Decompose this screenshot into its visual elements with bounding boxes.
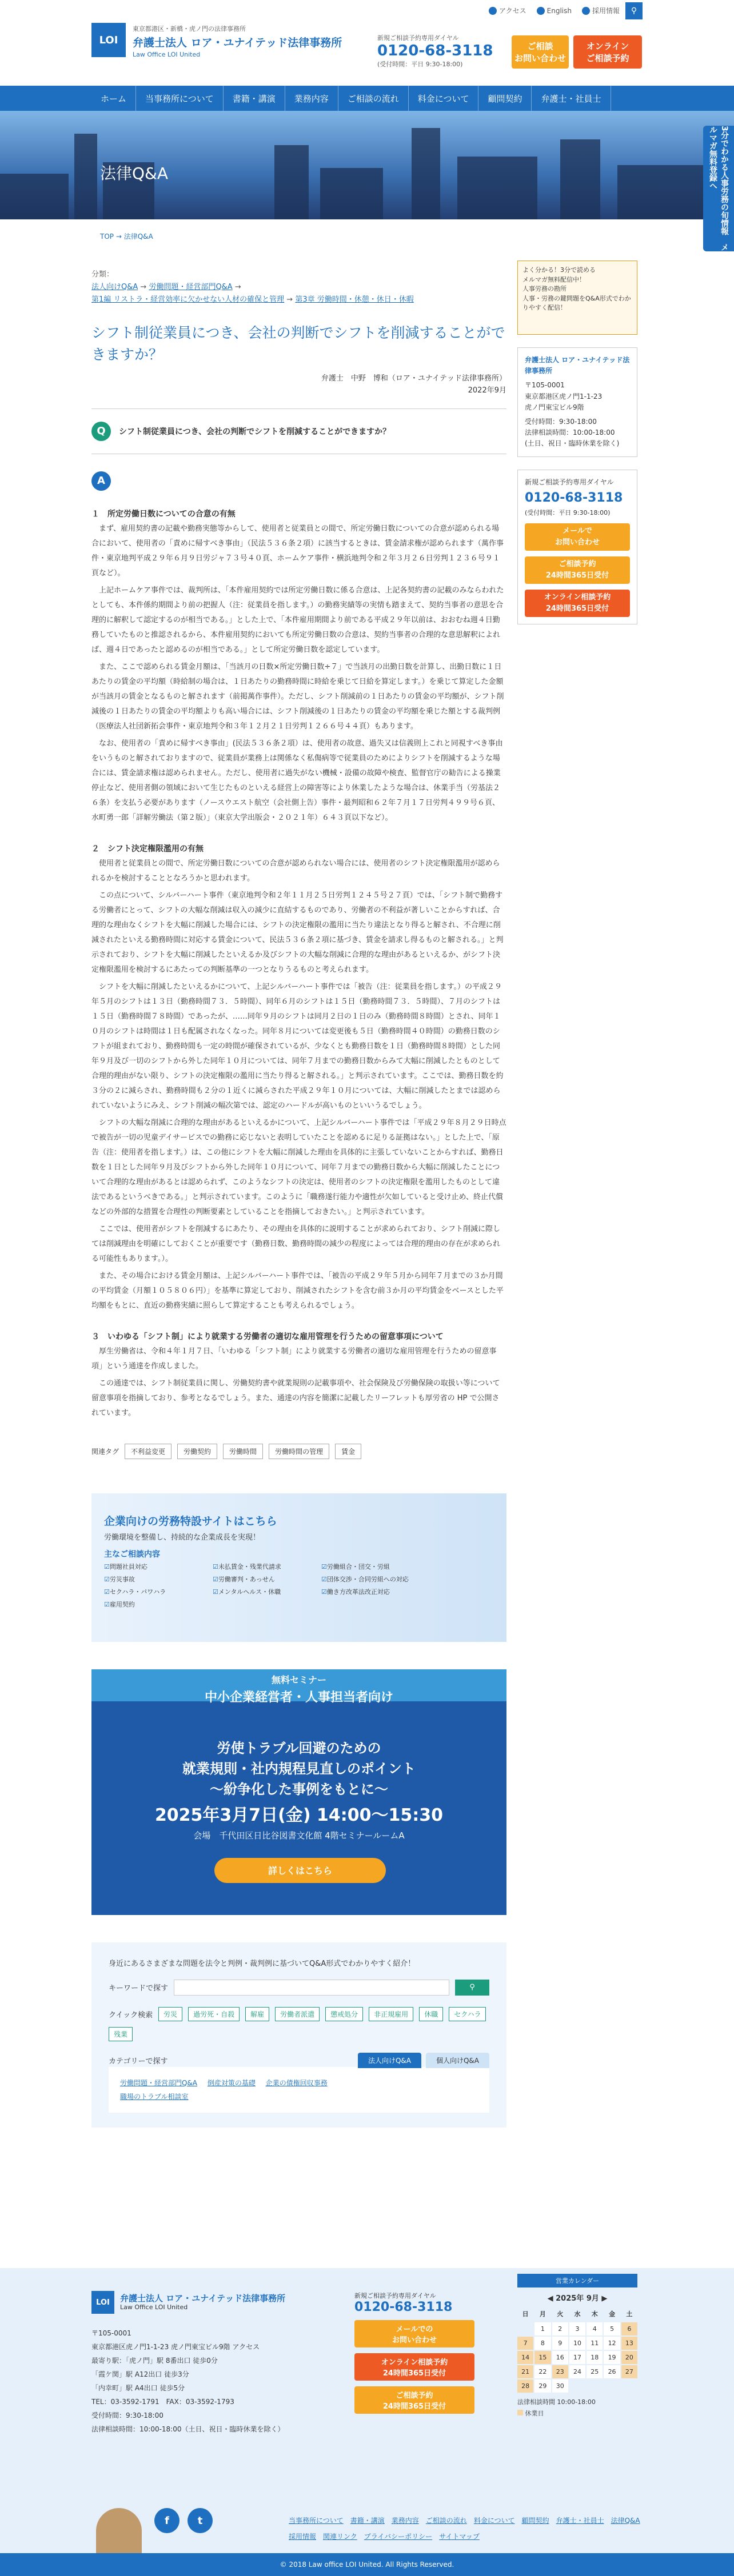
- footer-link[interactable]: 顧問契約: [521, 2517, 549, 2525]
- hero-building: [0, 174, 69, 219]
- breadcrumb-current[interactable]: 法律Q&A: [123, 233, 153, 241]
- calendar-day: 7: [517, 2337, 533, 2350]
- nav-item-fees[interactable]: 料金について: [409, 86, 479, 111]
- labor-site-banner[interactable]: [91, 1493, 506, 1642]
- banner-item: ☑ 労災事故: [104, 1575, 207, 1584]
- calendar-day: 8: [534, 2337, 550, 2350]
- q-icon: Q: [91, 422, 111, 441]
- sidebar: [517, 261, 637, 624]
- category-row: [109, 2053, 489, 2068]
- category-item[interactable]: 職場のトラブル相談室: [120, 2092, 189, 2101]
- banner-item: ☑ 労働組合・団交・労組: [321, 1562, 424, 1571]
- quick-chip[interactable]: セクハラ: [449, 2007, 486, 2021]
- paragraph: シフトの大幅な削減に合理的な理由があるといえるかについて、上記シルバーハート事件では「平成２９年８月２９日時点で被告が一切の児童デイサービスでの勤務に応じないと表明していたことを認めるに足りる証拠はない。」とした上で、「原告（注：使用者を指します。）は、この他にシフトを大幅に削減した理由を具体的に主張していないことからすれば、勤務日数を１日とした同年９月及びシフトから外した同年１０月について、同年７月までの勤務日数から大幅に削減したことについて合理的な理由があるとは認められず、このようなシフトの決定は、使用者のシフトの決定権限を濫用したものとして違法であるというべきである。」と判示されています。このように「職務遂行能力や適性が欠如していると受け止め、終止代償などの外部的な措置を合理性の判断要素としていることを指摘しておきたい。」と判示されています。: [91, 1118, 506, 1216]
- calendar-blank: [517, 2322, 533, 2335]
- calendar-day: 10: [569, 2337, 585, 2350]
- calendar-day: 27: [621, 2365, 637, 2378]
- hero-building: [457, 157, 537, 219]
- category-link[interactable]: 第3章 労働時間・休憩・休日・休暇: [295, 295, 414, 305]
- calendar-day: 29: [534, 2379, 550, 2393]
- calendar-day: 26: [604, 2365, 620, 2378]
- question-text: シフト制従業員につき、会社の判断でシフトを削減することができますか？: [119, 427, 391, 436]
- quick-chip[interactable]: 残業: [109, 2027, 133, 2041]
- calendar-day: 20: [621, 2351, 637, 2364]
- calendar-day: 19: [604, 2351, 620, 2364]
- tab-corporate[interactable]: 法人向けQ&A: [358, 2053, 421, 2068]
- section-heading: ２ シフト決定権限濫用の有無: [91, 844, 204, 854]
- utility-links: [489, 6, 620, 15]
- recruit-link[interactable]: 採用情報: [582, 6, 620, 15]
- mailmag-banner[interactable]: よく分かる！3分で読める メルマガ無料配信中！ 人事労務の勘所 人事・労務の鍵問題をQ&A形式でわかりやすく配信！: [517, 261, 637, 335]
- pin-icon: [489, 7, 497, 15]
- category-item[interactable]: 企業の債権回収事務: [265, 2078, 328, 2087]
- weekday: 金: [609, 2310, 616, 2318]
- calendar-day: 24: [569, 2365, 585, 2378]
- weekday: 火: [557, 2310, 564, 2318]
- logo-text[interactable]: [133, 24, 342, 58]
- banner-main-label: 主なご相談内容: [104, 1549, 160, 1559]
- footer-name: 弁護士法人 ロア・ユナイテッド法律事務所: [120, 2293, 286, 2303]
- nav-item-books[interactable]: 書籍・講演: [224, 86, 285, 111]
- calendar-month: ◀ 2025年 9月 ▶: [547, 2294, 608, 2303]
- calendar-day: 22: [534, 2365, 550, 2378]
- seminar-date: 2025年3月7日(金) 14:00～15:30: [154, 1805, 444, 1825]
- footer-address: 〒105-0001 東京都港区虎ノ門1-1-23 虎ノ門東宝ビル9階 アクセス 最寄り駅：「虎ノ門」駅 8番出口 徒歩0分 「霞ケ関」駅 A12出口 徒歩3分 「内幸町」駅 A4出口 徒歩5分 TEL：03-3592-1791 FAX：03-3592-1793 受付時間：9:30-18:00 法律相談時間：10:00-18:00（土日、祝日・臨時休業を除く）: [91, 2329, 285, 2433]
- footer-link[interactable]: プライバシーポリシー: [364, 2533, 433, 2541]
- quick-chip[interactable]: 非正規雇用: [369, 2007, 413, 2021]
- paragraph: 上記ホームケア事件では、裁判所は、「本件雇用契約では所定労働日数に係る合意は、上記各契約書の記載のみならわれたとしても、本件係約期間より前の把握人（注：従業員を指します。）の勤務実績等の実情も踏まえて、契約当事者の意思を合理的に解釈して認定するのが相当である。」とした上で、「本件雇用期間より前である平成２９年以前は、おおむね週４日勤務していたものと推認されるから、本件雇用契約においても所定労働日数の合意は、契約当事者の合理的な意思解釈によれば、週４日であったと認めるのが相当である。」として所定労働日数を認定しています。: [91, 586, 504, 654]
- hero-building: [560, 139, 600, 219]
- banner-subtitle: 労働環境を整備し、持続的な企業成長を実現！: [104, 1533, 261, 1542]
- tag-link[interactable]: 労働時間: [223, 1444, 263, 1459]
- footer-link[interactable]: 弁護士・社員士: [556, 2517, 604, 2525]
- nav-item-flow[interactable]: ご相談の流れ: [338, 86, 409, 111]
- banner-item: ☑ 労働審判・あっせん: [213, 1575, 316, 1584]
- footer-link[interactable]: 料金について: [473, 2517, 515, 2525]
- sidebar-phone-hours: (受付時間：平日 9:30-18:00): [525, 508, 611, 516]
- paragraph: この通達では、シフト制従業員に関し、労働契約書や就業規則の記載事項や、社会保険及び労働保険の取扱い等について留意事項を指摘しており、参考となるでしょう。また、通達の内容を簡潔に記載したリーフレットも厚労省の HP で公開されています。: [91, 1379, 500, 1417]
- nav-item-lawyers[interactable]: 弁護士・社員士: [532, 86, 611, 111]
- online-reserve-button[interactable]: オンライン ご相談予約: [573, 35, 642, 69]
- footer: [0, 2268, 734, 2576]
- keyword-row: [109, 1980, 489, 1996]
- banner-item: ☑ 働き方改革法改正対応: [321, 1587, 424, 1596]
- seminar-tag: 無料セミナー: [91, 1669, 506, 1701]
- hero-building: [320, 168, 383, 219]
- section-heading: ３ いわゆる「シフト制」により就業する労働者の適切な雇用管理を行うための留意事項について: [91, 1332, 444, 1341]
- logo-sub: 東京都港区・新橋・虎ノ門の法律事務所: [133, 25, 246, 33]
- sidebar-phone[interactable]: 0120-68-3118: [525, 490, 623, 505]
- footer-link[interactable]: ご相談の流れ: [425, 2517, 467, 2525]
- banner-item: ☑ セクハラ・パワハラ: [104, 1587, 207, 1596]
- calendar-day: 25: [587, 2365, 603, 2378]
- footer-link[interactable]: 書籍・講演: [350, 2517, 385, 2525]
- calendar-day: 3: [569, 2322, 585, 2335]
- footer-phone-label: 新規ご相談予約専用ダイヤル: [354, 2292, 436, 2299]
- facebook-icon[interactable]: f: [154, 2508, 179, 2533]
- banner-title: 企業向けの労務特設サイトはこちら: [104, 1515, 277, 1528]
- footer-logo-icon[interactable]: LOI: [91, 2291, 114, 2314]
- social-links: [154, 2508, 213, 2533]
- office-address: 〒105-0001 東京都港区虎ノ門1-1-23 虎ノ門東宝ビル9階: [525, 381, 603, 411]
- category-item[interactable]: 倒産対策の基礎: [207, 2078, 256, 2087]
- weekday: 土: [626, 2310, 633, 2318]
- banner-item: ☑ メンタルヘルス・休職: [213, 1587, 316, 1596]
- tag-link[interactable]: 労働契約: [177, 1444, 217, 1459]
- related-tags: [91, 1444, 506, 1459]
- hero-banner: [0, 111, 734, 219]
- legend-swatch: [517, 2410, 523, 2415]
- office-info: [517, 347, 637, 457]
- weekday: 日: [522, 2310, 529, 2318]
- tab-individual[interactable]: 個人向けQ&A: [426, 2053, 489, 2068]
- phone-hours: (受付時間：平日 9:30-18:00): [377, 61, 463, 68]
- quick-chip[interactable]: 労働者派遣: [275, 2007, 320, 2021]
- calendar-day: 4: [587, 2322, 603, 2335]
- category-link[interactable]: 法人向けQ&A: [91, 283, 138, 292]
- english-link[interactable]: English: [537, 6, 572, 15]
- calendar-day: 13: [621, 2337, 637, 2350]
- answer-body: [91, 508, 506, 1421]
- search-icon: ⚲: [631, 6, 637, 15]
- banner-item: ☑ 団体交渉・合同労組への対応: [321, 1575, 424, 1584]
- nav-item-retainer[interactable]: 顧問契約: [478, 86, 532, 111]
- calendar-day: 1: [534, 2322, 550, 2335]
- phone-label: 新規ご相談予約専用ダイヤル: [377, 34, 459, 42]
- office-hours: 受付時間：9:30-18:00 法律相談時間：10:00-18:00 (土日、祝日・臨時休業を除く): [525, 417, 620, 448]
- header-phone[interactable]: [377, 33, 493, 69]
- question-block: [91, 408, 506, 454]
- next-month-icon[interactable]: ▶: [601, 2294, 608, 2303]
- article-date: 2022年9月: [468, 386, 506, 395]
- paragraph: なお、使用者の「責めに帰すべき事由」(民法５３６条２項）は、使用者の故意、過失又は信義則上これと同視すべき事由をいうものと解されておりますので、従業員が業務上は関係なく私傷病等で従業員のためによりシフトを削減するような場合には、賃金請求権は認められません。ただし、使用者に過失がない機械・設備の故障や検査、監督官庁の勧告による操業停止など、使用者側の領域において生じたものといえる経営上の障害等により休業したような場合は、休業手当（労基法２６条）を支払う必要があります（ノースウエスト航空（会社側上告）事件・最判昭和６２年７月１７日労判４９９号６頁、水町勇一郎「詳解労働法（第２版）」（東京大学出版会・２０２１年）６４３頁以下など）。: [91, 739, 503, 822]
- calendar-day: 30: [552, 2379, 568, 2393]
- calendar-day: 17: [569, 2351, 585, 2364]
- online-reserve-side-button[interactable]: オンライン相談予約 24時間365日受付: [525, 590, 630, 617]
- footer-link[interactable]: 業務内容: [391, 2517, 419, 2525]
- globe-icon: [537, 7, 545, 15]
- footer-reserve-button[interactable]: ご相談予約 24時間365日受付: [354, 2386, 474, 2414]
- seminar-banner[interactable]: [91, 1669, 506, 1915]
- banner-items: [104, 1562, 424, 1609]
- page-title: シフト制従業員につき、会社の判断でシフトを削減することができますか？: [91, 324, 505, 363]
- banner-item: ☑ 問題社員対応: [104, 1562, 207, 1571]
- nav-item-about[interactable]: 当事務所について: [136, 86, 224, 111]
- footer-mail-button[interactable]: メールでの お問い合わせ: [354, 2320, 474, 2347]
- calendar-day: 21: [517, 2365, 533, 2378]
- calendar-legend: 休業日: [517, 2409, 637, 2418]
- calendar-day: 2: [552, 2322, 568, 2335]
- a-icon: A: [91, 471, 111, 491]
- footer-en: Law Office LOI United: [120, 2303, 188, 2311]
- office-name: 弁護士法人 ロア・ユナイテッド法律事務所: [525, 356, 630, 375]
- calendar-day: 16: [552, 2351, 568, 2364]
- reserve-button[interactable]: ご相談予約 24時間365日受付: [525, 556, 630, 584]
- calendar-grid: [517, 2306, 637, 2393]
- mail-contact-button[interactable]: メールで お問い合わせ: [525, 523, 630, 551]
- footer-contact: [354, 2291, 474, 2414]
- global-nav: [0, 86, 734, 111]
- tag-link[interactable]: 労働時間の管理: [269, 1444, 329, 1459]
- category-label: 分類：: [91, 270, 114, 279]
- calendar-day: 15: [534, 2351, 550, 2364]
- keyword-search-button[interactable]: [455, 1980, 489, 1996]
- qa-search-panel: [91, 1942, 506, 2128]
- section-heading: １ 所定労働日数についての合意の有無: [91, 509, 236, 519]
- quick-row: [109, 2007, 489, 2041]
- calendar-title: 営業カレンダー: [517, 2274, 637, 2287]
- category-link[interactable]: 第1編 リストラ・経営効率に欠かせない人材の確保と管理: [91, 295, 285, 305]
- paragraph: まず、雇用契約書の記載や勤務実態等からして、使用者と従業員との間で、所定労働日数についての合意が認められる場合において、使用者の「責めに帰すべき事由」（民法５３６条２項）に該当するときは、賃金請求権が認められます（萬作事件・東京地判平成２９年６月９日労ジャ７３号４０頁、ホームケア事件・横浜地判令和２年３月２６日労判１２３６号９１頁など）。: [91, 524, 504, 578]
- category-link[interactable]: 労働問題・経営部門Q&A: [149, 283, 233, 292]
- search-icon: ⚲: [469, 1983, 475, 1992]
- article-category: 分類： 法人向けQ&A → 労働問題・経営部門Q&A → 第1編 リストラ・経営効率に欠かせない人材の確保と管理 → 第3章 労働時間・休憩・休日・休暇: [91, 269, 506, 306]
- quick-chip[interactable]: 懲戒処分: [325, 2007, 363, 2021]
- nav-item-home[interactable]: ホーム: [91, 86, 136, 111]
- seminar-venue: 会場 千代田区日比谷図書文化館 4階セミナールームA: [193, 1830, 405, 1841]
- weekday: 水: [574, 2310, 581, 2318]
- quick-chip[interactable]: 休職: [419, 2007, 443, 2021]
- quick-chip[interactable]: 労災: [158, 2007, 182, 2021]
- calendar-day: 6: [621, 2322, 637, 2335]
- banner-item: ☑ 雇用契約: [104, 1600, 207, 1609]
- keyword-label: キーワードで探す: [109, 1984, 169, 1993]
- tag-link[interactable]: 不利益変更: [125, 1444, 171, 1459]
- twitter-icon[interactable]: t: [188, 2508, 213, 2533]
- weekday: 木: [591, 2310, 598, 2318]
- keyword-input[interactable]: [174, 1980, 449, 1996]
- footer-link[interactable]: 関連リンク: [323, 2533, 357, 2541]
- business-calendar: [517, 2274, 637, 2418]
- prev-month-icon[interactable]: ◀: [547, 2294, 553, 2303]
- hero-building: [74, 134, 97, 219]
- calendar-day: 14: [517, 2351, 533, 2364]
- calendar-day: 28: [517, 2379, 533, 2393]
- person-icon: [582, 7, 590, 15]
- quick-chip[interactable]: 過労死・自殺: [188, 2007, 240, 2021]
- tags-label: 関連タグ: [91, 1447, 119, 1456]
- hero-title: 法律Q&A: [100, 164, 169, 183]
- quick-chip[interactable]: 解雇: [245, 2007, 269, 2021]
- calendar-day: 5: [604, 2322, 620, 2335]
- seminar-title: 労使トラブル回避のための 就業規則・社内規程見直しのポイント ～紛争化した事例をもとに～: [182, 1740, 416, 1797]
- contact-button[interactable]: ご相談 お問い合わせ: [512, 35, 569, 69]
- footer-phone[interactable]: 0120-68-3118: [354, 2300, 453, 2314]
- breadcrumb-top[interactable]: TOP: [100, 233, 114, 241]
- quick-label: クイック検索: [109, 2010, 153, 2020]
- logo-en: Law Office LOI United: [133, 51, 201, 58]
- main-content: [91, 269, 506, 2128]
- phone-number: 0120-68-3118: [377, 42, 493, 59]
- copyright: © 2018 Law office LOI United. All Rights Reserved.: [0, 2553, 734, 2576]
- calendar-day: 11: [587, 2337, 603, 2350]
- nav-item-services[interactable]: 業務内容: [285, 86, 338, 111]
- paragraph: この点について、シルバーハート事件（東京地判令和２年１１月２５日労判１２４５号２７頁）では、「シフト制で勤務する労働者にとって、シフトの大幅な削減は収入の減少に直結するものであり、労働者の不利益が著しいことからすれば、合理的な理由なくシフトを大幅に削減した場合には、シフトの決定権限の濫用に当たり違法となり得ると解され、不合理に削減されたといえる勤務時間に対応する賃金について、民法５３６条２項に基づき、賃金を請求し得るものと解される。」と判示されており、シフトを大幅に削減したといえるか及びシフトの大幅な削減に合理的な理由があるといえるか、がシフト決定権限濫用を検討するにあたっての判断基準の一つとなりうるものと考えられます。: [91, 891, 504, 974]
- header: [0, 0, 734, 86]
- calendar-day: 9: [552, 2337, 568, 2350]
- paragraph: シフトを大幅に削減したといえるかについて、上記シルバーハート事件では「被告（注：従業員を指します。）の平成２９年５月のシフトは１３日（勤務時間７３．５時間）、同年６月のシフトは１５日（勤務時間７３．５時間）、７月のシフトは１５日（勤務時間７８時間）であったが、……同年９月のシフトは同月２日の１日のみ（勤務時間８時間）とされ、同年１０月のシフトは時間は１日も配属されなくなった。同年８月については変更後も５日（勤務時間４０時間）の勤務日数のシフトが組まれており、勤務時間も一定の時間が確保されているが、少なくとも勤務日数を１日（勤務時間８時間）とした同年９月及び一切のシフトから外した同年１０月については、同年７月までの勤務日数からみて大幅に削減したとものとして合理的理由がない限り、シフトの決定権限の濫用に当たり得ると解される。」と判示されています。ここでは、勤務日数を約３分の２に減らされ、勤務時間も２分の１近くに減らされた平成２９年１０月については、大幅に削減したとまでは認められていないようにみえ、シフト削減の幅次第では、認定のハードルが高いものといいうるでしょう。: [91, 982, 504, 1110]
- hero-building: [412, 128, 440, 219]
- breadcrumb: [100, 231, 153, 241]
- search-intro: 身近にあるさまざまな問題を法令と判例・裁判例に基づいてQ&A形式でわかりやすく紹介！: [109, 1959, 416, 1968]
- seminar-target: 中小企業経営者・人事担当者向け: [204, 1690, 393, 1705]
- calendar-day: 18: [587, 2351, 603, 2364]
- calendar-day: 12: [604, 2337, 620, 2350]
- author-name: 弁護士 中野 博和（ロア・ユナイテッド法律事務所）: [321, 374, 506, 383]
- sidebar-phone-label: 新規ご相談予約専用ダイヤル: [525, 478, 614, 486]
- paragraph: また、ここで認められる賃金月額は、「当該月の日数×所定労働日数÷７」で当該月の出勤日数を計算し、出勤日数に１日あたりの賃金の平均額（時給制の場合は、１日あたりの勤務時間に時給を乗じて日給を算定します。）を乗じて算定した金額が当該月の賃金となるものと解されます（前掲萬作事件）。ただし、シフト削減前の１日あたりの賃金の平均額が、シフト削減後の１日あたりの賃金の平均額よりも高い場合には、シフト削減後の１日あたりの賃金の平均額を乗じた額とする裁判例（医療法人社団新拓会事件・東京地判令和３年１２月２１日労判１２６６号４４頁）もあります。: [91, 662, 504, 731]
- logo-name: 弁護士法人 ロア・ユナイテッド法律事務所: [133, 37, 342, 49]
- category-item[interactable]: 労働問題・経営部門Q&A: [120, 2078, 198, 2087]
- category-tabs: [358, 2053, 489, 2068]
- category-search-label: カテゴリーで探す: [109, 2057, 168, 2066]
- sidebar-contact: [517, 470, 637, 625]
- seminar-detail-button[interactable]: 詳しくはこちら: [214, 1858, 386, 1883]
- weekday: 月: [539, 2310, 546, 2318]
- footer-link[interactable]: サイトマップ: [439, 2533, 480, 2541]
- calendar-day: 23: [552, 2365, 568, 2378]
- footer-link[interactable]: 採用情報: [289, 2533, 317, 2541]
- tag-link[interactable]: 賃金: [335, 1444, 361, 1459]
- access-link[interactable]: アクセス: [489, 6, 526, 15]
- footer-online-button[interactable]: オンライン相談予約 24時間365日受付: [354, 2353, 474, 2381]
- paragraph: また、その場合における賃金月額は、上記シルバーハート事件では、「被告の平成２９年５月から同年７月までの３か月間の平均賃金（月額１０５８０６円）」を基準に算定しており、削減されたシフトを含む前３か月の平均賃金をベースとした平均額をもとに、直近の勤務実績に照らして算定することも考えられるでしょう。: [91, 1271, 504, 1310]
- category-list: [109, 2067, 489, 2113]
- banner-item: ☑ 未払賃金・残業代請求: [213, 1562, 316, 1571]
- mailmag-side-tab[interactable]: 3分でわかる人事労務の旬情報 メルマガ無料登録へ: [703, 126, 734, 251]
- logo-icon[interactable]: LOI: [91, 23, 126, 57]
- paragraph: ここでは、使用者がシフトを削減するにあたり、その理由を具体的に説明することが求められており、シフト削減に際しては削減理由を明確にしておくことが重要です（勤務日数、勤務時間の減少の程度によっては合理的理由の存在が求められる可能性もあります。）。: [91, 1224, 501, 1263]
- article-author: [91, 373, 506, 397]
- hero-building: [274, 145, 309, 219]
- footer-link[interactable]: 法律Q&A: [611, 2517, 640, 2525]
- breadcrumb-sep: →: [115, 233, 122, 241]
- paragraph: 厚生労働省は、令和４年１月７日、「いわゆる「シフト制」により就業する労働者の適切な雇用管理を行うための留意事項」という通達を作成しました。: [91, 1347, 497, 1371]
- search-button[interactable]: [625, 2, 643, 19]
- footer-link[interactable]: 当事務所について: [289, 2517, 344, 2525]
- footer-links: [289, 2514, 643, 2543]
- calendar-note: 法律相談時間 10:00-18:00: [517, 2398, 596, 2406]
- paragraph: 使用者と従業員との間で、所定労働日数についての合意が認められない場合には、使用者のシフト決定権限濫用が認められるかを検討することとなろうかと思われます。: [91, 859, 500, 883]
